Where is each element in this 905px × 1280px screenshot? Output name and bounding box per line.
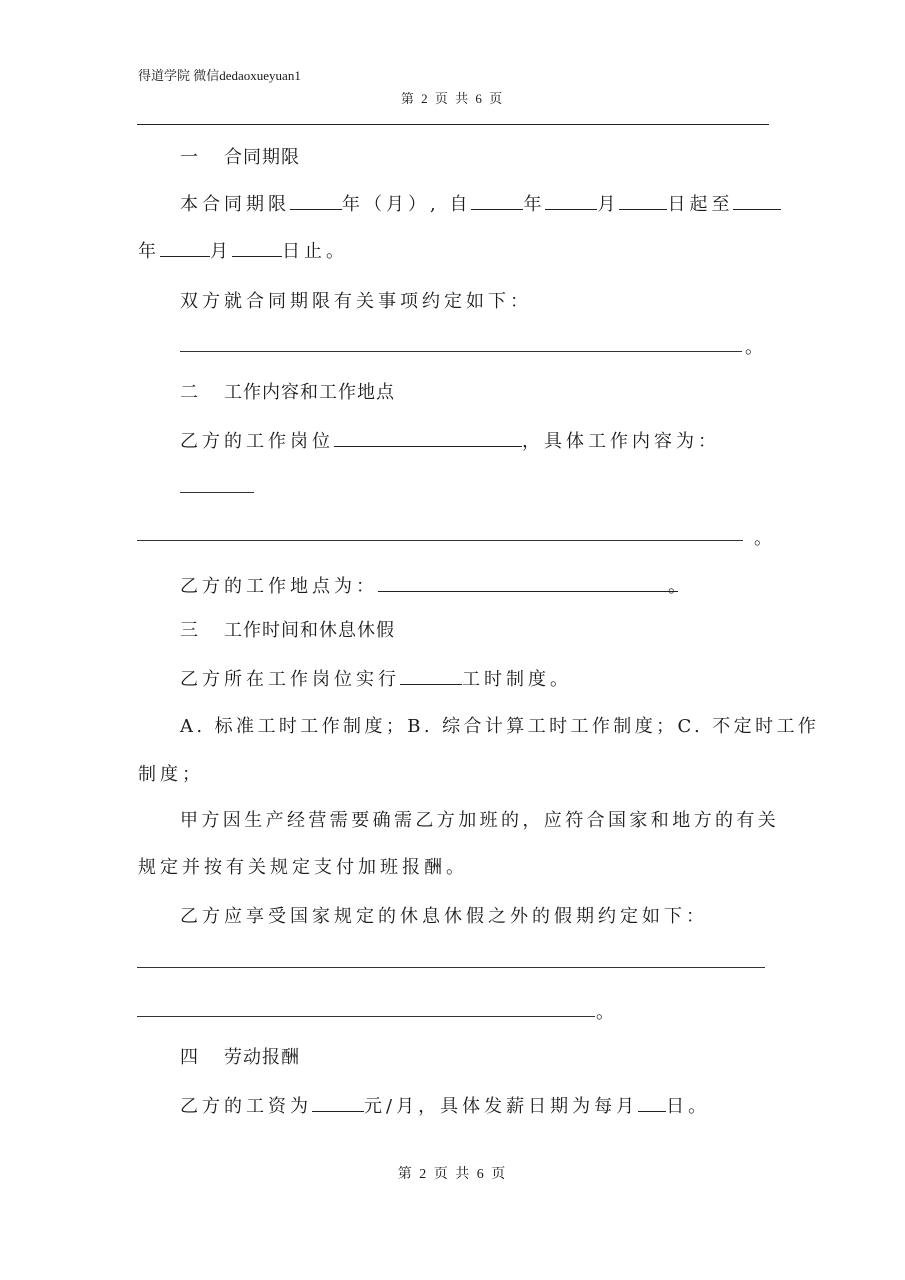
paragraph-hours-options-cont: 制度； <box>138 764 204 785</box>
fill-line <box>137 1016 595 1017</box>
header-page-number: 第 2 页 共 6 页 <box>400 91 505 106</box>
fill-line-short <box>180 492 254 493</box>
blank-field <box>638 1093 666 1112</box>
text: 元/月，具体发薪日期为每月 <box>364 1096 639 1117</box>
period-mark: 。 <box>596 1002 614 1023</box>
text: 月 <box>210 241 232 262</box>
text: 日止。 <box>282 241 348 262</box>
text: 乙方的工资为 <box>180 1096 312 1117</box>
header-watermark-text: 得道学院 微信dedaoxueyuan1 <box>138 68 301 83</box>
blank-field <box>619 191 667 210</box>
paragraph-work-location <box>180 572 678 598</box>
blank-field <box>312 1093 364 1112</box>
header-divider <box>137 124 769 125</box>
section-title: 工作内容和工作地点 <box>224 382 395 403</box>
period-mark: 。 <box>668 576 686 597</box>
period-mark: 。 <box>745 337 763 358</box>
text: 年 <box>138 241 160 262</box>
paragraph-salary <box>180 1092 710 1118</box>
text: 年 <box>523 194 546 215</box>
section-title: 工作时间和休息休假 <box>224 620 395 641</box>
paragraph-overtime: 甲方因生产经营需要确需乙方加班的，应符合国家和地方的有关 <box>180 810 780 831</box>
paragraph-holidays: 乙方应享受国家规定的休息休假之外的假期约定如下： <box>180 906 708 927</box>
section-number: 二 <box>180 382 199 403</box>
blank-field <box>471 191 523 210</box>
blank-field <box>545 191 597 210</box>
text: 日起至 <box>667 194 734 215</box>
blank-field <box>334 428 522 447</box>
blank-field <box>160 238 210 257</box>
text: 乙方所在工作岗位实行 <box>180 669 400 690</box>
paragraph-overtime-cont: 规定并按有关规定支付加班报酬。 <box>138 857 468 878</box>
blank-field <box>733 191 781 210</box>
text: 年（月）, 自 <box>342 194 472 215</box>
footer-page-number: 第 2 页 共 6 页 <box>397 1167 508 1182</box>
section-heading-2 <box>180 378 395 404</box>
blank-field <box>290 191 342 210</box>
fill-line <box>137 967 765 968</box>
text: ，具体工作内容为： <box>522 431 720 452</box>
section-number: 四 <box>180 1047 199 1068</box>
fill-line <box>137 540 743 541</box>
paragraph-term-agreement: 双方就合同期限有关事项约定如下： <box>180 291 532 312</box>
paragraph-hours-options: A. 标准工时工作制度；B. 综合计算工时工作制度；C. 不定时工作 <box>180 716 820 737</box>
paragraph-job-position <box>180 427 720 453</box>
paragraph-term-line-2 <box>138 237 348 263</box>
paragraph-term-line-1 <box>180 190 781 216</box>
text: 工时制度。 <box>462 669 572 690</box>
paragraph-hours-system <box>180 665 572 691</box>
blank-field <box>378 573 678 592</box>
section-number: 一 <box>180 147 199 168</box>
section-number: 三 <box>180 620 199 641</box>
blank-field <box>232 238 282 257</box>
blank-field <box>400 666 462 685</box>
section-heading-4 <box>180 1043 300 1069</box>
text: 乙方的工作地点为： <box>180 576 378 597</box>
section-heading-1 <box>180 143 300 169</box>
text: 日。 <box>666 1096 711 1117</box>
section-heading-3 <box>180 616 395 642</box>
section-title: 合同期限 <box>224 147 300 168</box>
period-mark: 。 <box>754 528 772 549</box>
text: 月 <box>597 194 620 215</box>
text: 乙方的工作岗位 <box>180 431 334 452</box>
section-title: 劳动报酬 <box>224 1047 300 1068</box>
fill-line <box>180 351 742 352</box>
text: 本合同期限 <box>180 194 290 215</box>
